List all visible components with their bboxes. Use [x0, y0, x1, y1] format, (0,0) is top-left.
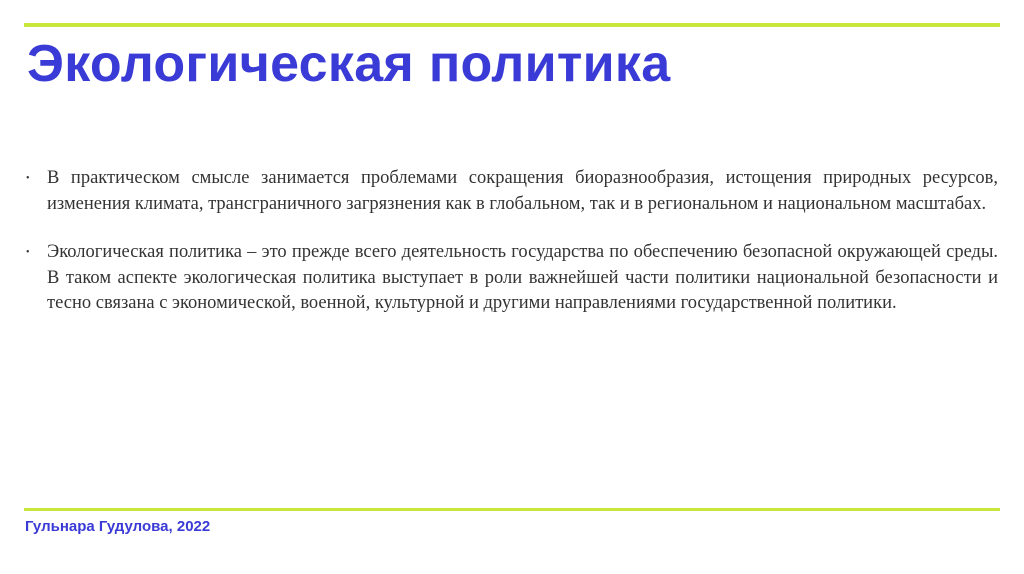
bullet-text: Экологическая политика – это прежде всего деятельность государства по обеспечению безопасной окружающей среды. В таком аспекте экологическая политика выступает в роли важнейшей части политики национальной безопасности и тесно связана с экономической, военной, культурной и другими направлениями государственной политики. [47, 242, 998, 313]
bullet-marker: • [26, 247, 30, 258]
bottom-accent-rule [24, 508, 1000, 511]
top-accent-rule [24, 23, 1000, 27]
bullet-text: В практическом смысле занимается проблемами сокращения биоразнообразия, истощения природных ресурсов, изменения климата, трансграничного загрязнения как в глобальном, так и в региональном и национальном масштабах. [47, 168, 998, 214]
bullet-marker: • [26, 173, 30, 184]
slide-title: Экологическая политика [27, 35, 671, 93]
bullet-item [26, 240, 998, 317]
slide-body [26, 166, 998, 340]
footer-author: Гульнара Гудулова, 2022 [25, 518, 211, 535]
bullet-item [26, 166, 998, 217]
